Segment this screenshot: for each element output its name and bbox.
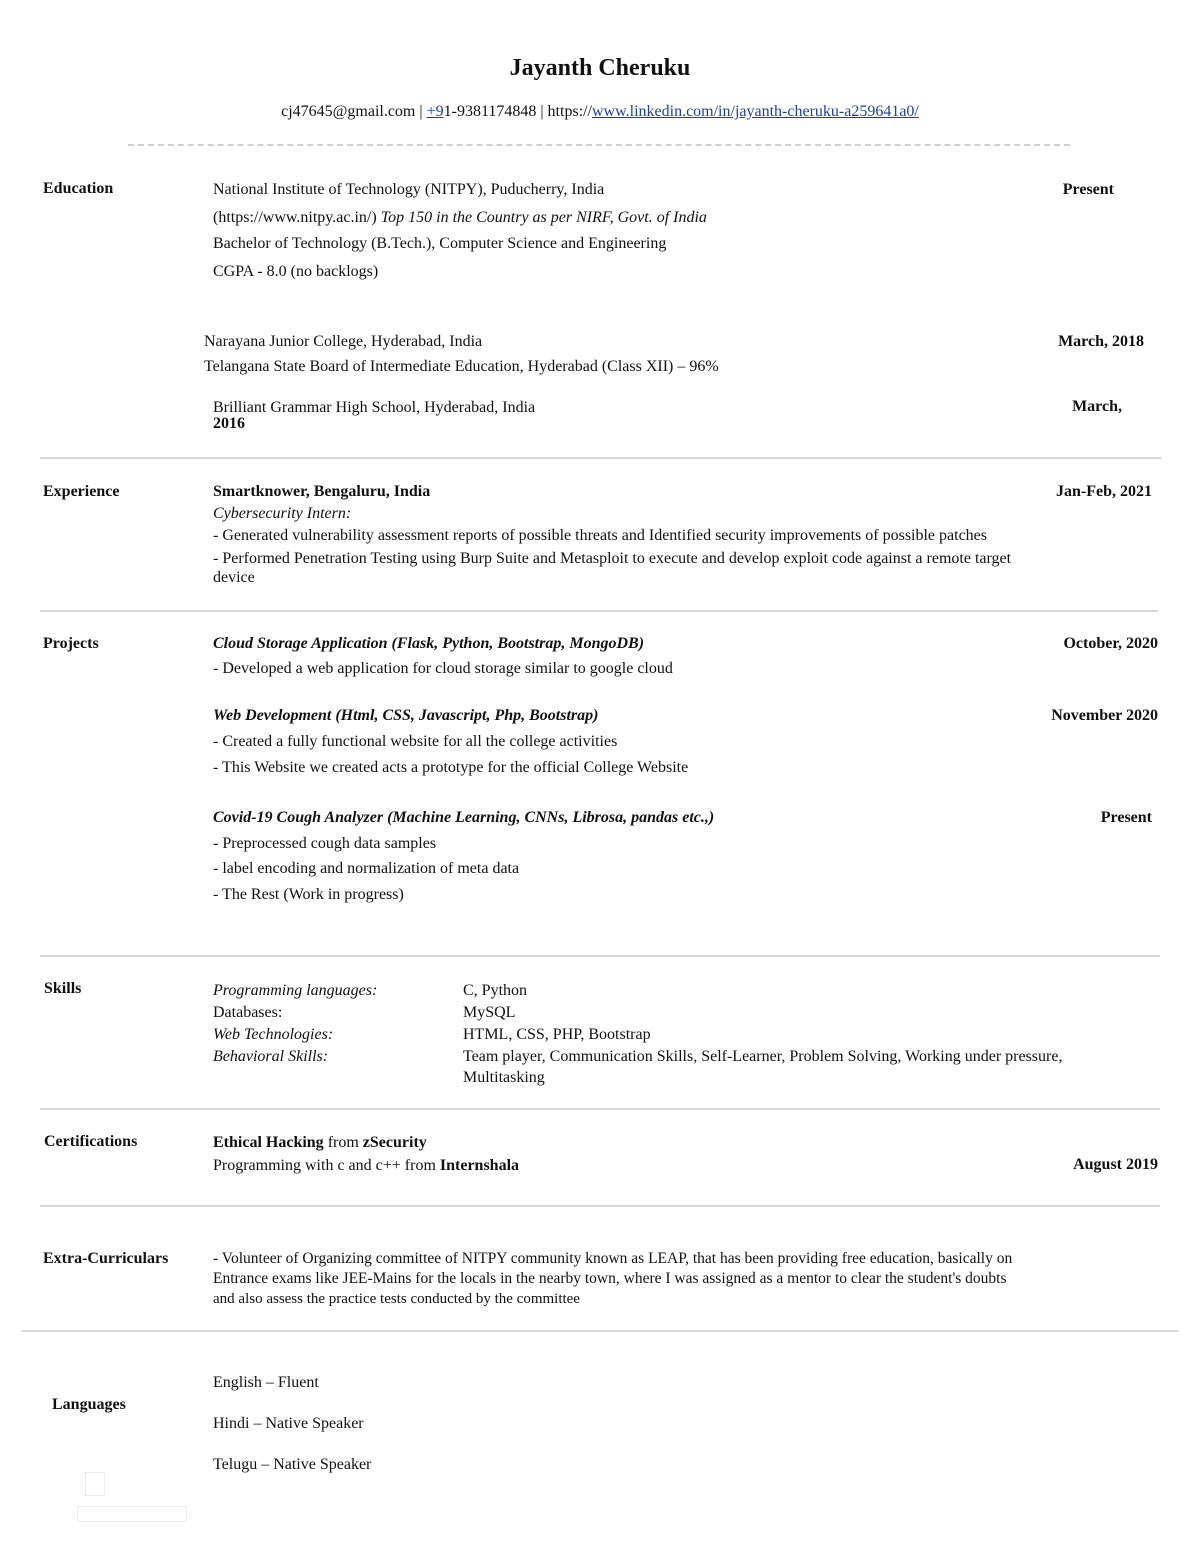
exp-bullet-2-cont: device: [213, 569, 255, 586]
skill-key-databases: Databases:: [213, 1004, 283, 1021]
skill-value-behavioral-cont: Multitasking: [463, 1069, 545, 1086]
project-1-bullet-1: - Developed a web application for cloud storage similar to google cloud: [213, 660, 673, 677]
cert-2-date: August 2019: [1073, 1156, 1158, 1173]
edu-nitpy-line3: Bachelor of Technology (B.Tech.), Computer Science and Engineering: [213, 235, 667, 252]
edu-brilliant-date-b: 2016: [213, 415, 245, 432]
nitpy-url: (https://www.nitpy.ac.in/): [213, 209, 381, 226]
extra-line-2: Entrance exams like JEE-Mains for the locals in the nearby town, where I was assigned as a mentor to clear the student's doubts: [213, 1270, 1007, 1287]
extra-line-3: and also assess the practice tests conducted by the committee: [213, 1291, 580, 1307]
nitpy-ranking: Top 150 in the Country as per NIRF, Govt. of India: [380, 209, 707, 226]
edu-brilliant-line1: Brilliant Grammar High School, Hyderabad, India: [213, 399, 536, 416]
section-certifications-label: Certifications: [44, 1133, 138, 1150]
project-1-title: Cloud Storage Application (Flask, Python, Bootstrap, MongoDB): [213, 635, 645, 652]
linkedin-prefix: https://: [547, 103, 592, 120]
separator: |: [415, 103, 427, 120]
section-education-label: Education: [43, 180, 114, 197]
section-experience-label: Experience: [43, 483, 120, 500]
section-skills-label: Skills: [44, 980, 82, 997]
phone-link[interactable]: +9: [426, 103, 444, 120]
edu-nitpy-line2: [213, 208, 707, 227]
exp-date: Jan-Feb, 2021: [1056, 483, 1152, 500]
project-3-bullet-2: - label encoding and normalization of meta data: [213, 860, 520, 877]
separator: |: [536, 103, 548, 120]
footer-artifact-box: [85, 1472, 105, 1496]
edu-narayana-line2: Telangana State Board of Intermediate Education, Hyderabad (Class XII) – 96%: [204, 358, 719, 375]
project-2-bullet-1: - Created a fully functional website for all the college activities: [213, 733, 618, 750]
skill-key-web: Web Technologies:: [213, 1026, 334, 1043]
section-languages-label: Languages: [52, 1396, 126, 1413]
language-2: Hindi – Native Speaker: [213, 1415, 364, 1432]
project-3-date: Present: [1100, 809, 1152, 826]
contact-line: [0, 102, 1200, 121]
section-divider: [40, 610, 1158, 612]
language-1: English – Fluent: [213, 1374, 319, 1391]
cert-2: [213, 1156, 519, 1175]
cert-2-org: Internshala: [439, 1157, 520, 1174]
project-2-date: November 2020: [1051, 707, 1158, 724]
skill-value-programming: C, Python: [463, 982, 528, 999]
exp-company: Smartknower, Bengaluru, India: [213, 483, 431, 500]
footer-artifact-bar: [77, 1506, 187, 1522]
exp-role: Cybersecurity Intern:: [213, 505, 352, 522]
exp-bullet-2: - Performed Penetration Testing using Burp Suite and Metasploit to execute and develop exploit code against a remote target: [213, 550, 1012, 567]
skill-key-behavioral: Behavioral Skills:: [213, 1048, 329, 1065]
header-divider: [128, 144, 1070, 146]
cert-2-name: Programming with c and c++ from: [213, 1157, 440, 1174]
skill-key-programming: Programming languages:: [213, 982, 378, 999]
edu-nitpy-line4: CGPA - 8.0 (no backlogs): [213, 263, 379, 280]
skill-value-web: HTML, CSS, PHP, Bootstrap: [463, 1026, 651, 1043]
linkedin-link[interactable]: www.linkedin.com/in/jayanth-cheruku-a259641a0/: [592, 103, 919, 120]
project-3-bullet-3: - The Rest (Work in progress): [213, 886, 404, 903]
section-extra-label: Extra-Curriculars: [43, 1250, 169, 1267]
section-divider: [40, 457, 1161, 459]
extra-line-1: - Volunteer of Organizing committee of NITPY community known as LEAP, that has been providing free education, basically on: [213, 1250, 1013, 1267]
project-3-bullet-1: - Preprocessed cough data samples: [213, 835, 437, 852]
cert-1-org: zSecurity: [362, 1134, 427, 1151]
edu-nitpy-date: Present: [1062, 181, 1114, 198]
section-projects-label: Projects: [43, 635, 99, 652]
edu-narayana-date: March, 2018: [1058, 333, 1144, 350]
skill-value-behavioral: Team player, Communication Skills, Self-Learner, Problem Solving, Working under pressure,: [463, 1048, 1063, 1065]
edu-brilliant-date-a: March,: [1072, 398, 1122, 415]
section-divider: [40, 1108, 1160, 1110]
cert-1: [213, 1133, 427, 1152]
project-2-bullet-2: - This Website we created acts a prototype for the official College Website: [213, 759, 689, 776]
section-divider: [22, 1330, 1178, 1332]
exp-bullet-1: - Generated vulnerability assessment reports of possible threats and Identified security improvements of possible patches: [213, 527, 988, 544]
skill-value-databases: MySQL: [463, 1004, 516, 1021]
phone-text: 1-9381174848: [443, 103, 537, 120]
cert-1-name: Ethical Hacking: [213, 1134, 324, 1151]
language-3: Telugu – Native Speaker: [213, 1456, 372, 1473]
edu-nitpy-line1: National Institute of Technology (NITPY), Puducherry, India: [213, 181, 605, 198]
cert-1-from: from: [323, 1134, 363, 1151]
project-1-date: October, 2020: [1063, 635, 1158, 652]
edu-narayana-line1: Narayana Junior College, Hyderabad, India: [204, 333, 483, 350]
section-divider: [40, 1205, 1160, 1207]
email-text: cj47645@gmail.com: [281, 103, 416, 120]
project-3-title: Covid-19 Cough Analyzer (Machine Learning, CNNs, Librosa, pandas etc.,): [213, 809, 715, 826]
project-2-title: Web Development (Html, CSS, Javascript, Php, Bootstrap): [213, 707, 599, 724]
candidate-name: Jayanth Cheruku: [509, 55, 691, 81]
section-divider: [40, 955, 1160, 957]
